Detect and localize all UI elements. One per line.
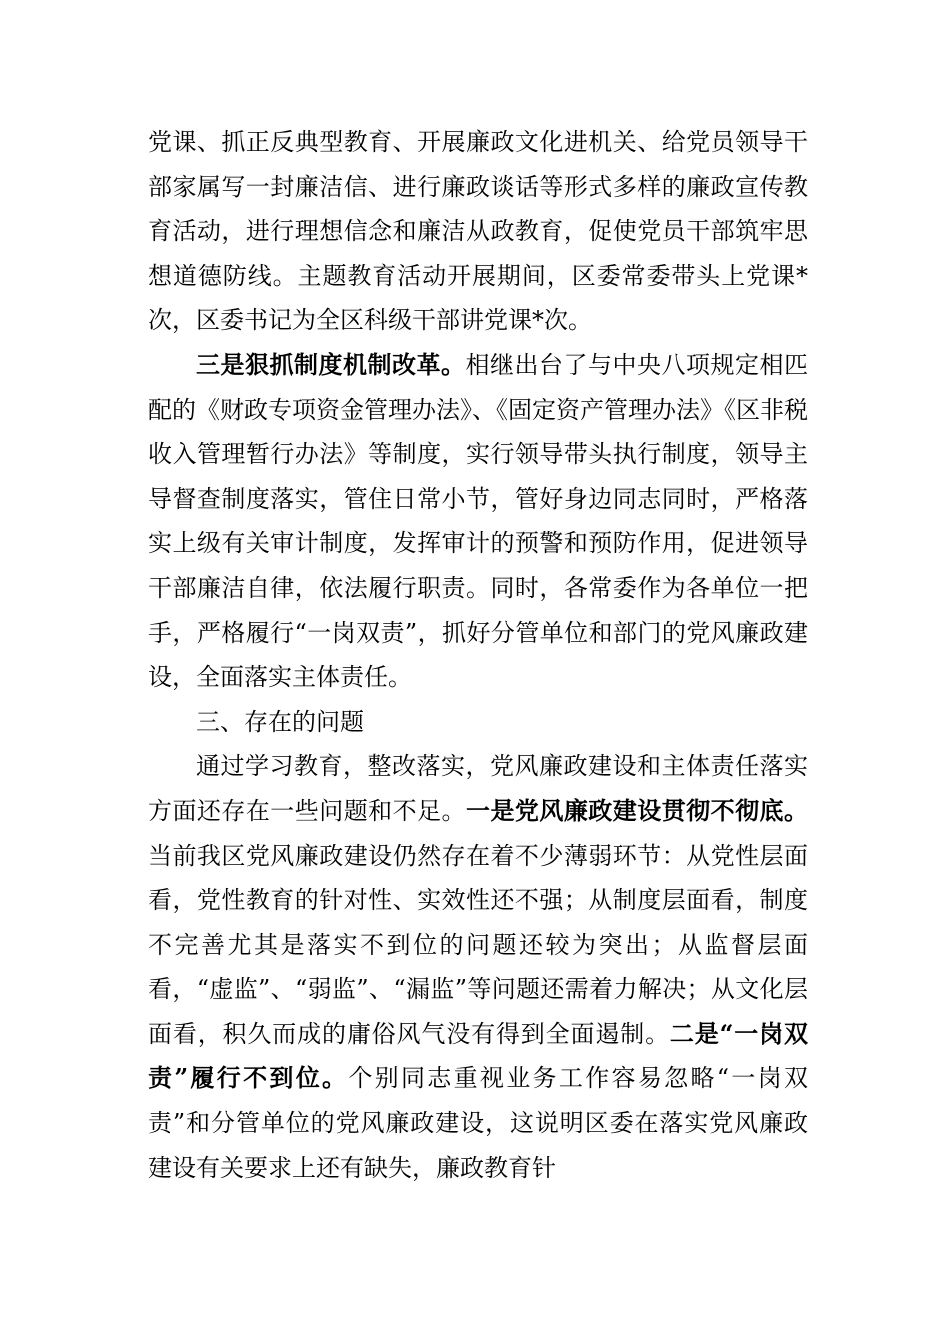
problem-one-lead: 一是党风廉政建设贯彻不彻底。	[466, 795, 808, 825]
paragraph-intro: 通过学习教育，整改落实，党风廉政建设和主体责任落实方面还存在一些问题和不足。	[148, 752, 808, 825]
paragraph-system-reform	[148, 343, 808, 700]
section-heading-problems: 三、存在的问题	[196, 707, 364, 736]
problem-two-text: 个别同志重视业务工作容易忽略“一岗双责”和分管单位的党风廉政建设，这说明区委在落实党风廉政建设有关要求上还有缺失，廉政教育针	[148, 1064, 808, 1182]
problem-two-lead: 二是“一岗双责”履行不到位。	[148, 1018, 808, 1093]
paragraph-text: 相继出台了与中央八项规定相匹配的《财政专项资金管理办法》、《固定资产管理办法》《区非税收入管理暂行办法》等制度，实行领导带头执行制度，领导主导督查制度落实，管住日常小节，管好身边同志同时，严格落实上级有关审计制度，发挥审计的预警和预防作用，促进领导干部廉洁自律，依法履行职责。同时，各常委作为各单位一把手，严格履行“一岗双责”，抓好分管单位和部门的党风廉政建设，全面落实主体责任。	[148, 350, 808, 692]
document-body	[148, 120, 808, 1190]
paragraph-education-activities	[148, 120, 808, 343]
paragraph-problems	[148, 744, 808, 1190]
paragraph-lead: 三是狠抓制度机制改革。	[196, 349, 466, 379]
paragraph-text: 党课、抓正反典型教育、开展廉政文化进机关、给党员领导干部家属写一封廉洁信、进行廉政谈话等形式多样的廉政宣传教育活动，进行理想信念和廉洁从政教育，促使党员干部筑牢思想道德防线。主题教育活动开展期间，区委常委带头上党课*次，区委书记为全区科级干部讲党课*次。	[148, 128, 808, 335]
problem-one-text: 当前我区党风廉政建设仍然存在着不少薄弱环节：从党性层面看，党性教育的针对性、实效性还不强；从制度层面看，制度不完善尤其是落实不到位的问题还较为突出；从监督层面看，“虚监”、“弱监”、“漏监”等问题还需着力解决；从文化层面看，积久而成的庸俗风气没有得到全面遏制。	[148, 841, 808, 1048]
